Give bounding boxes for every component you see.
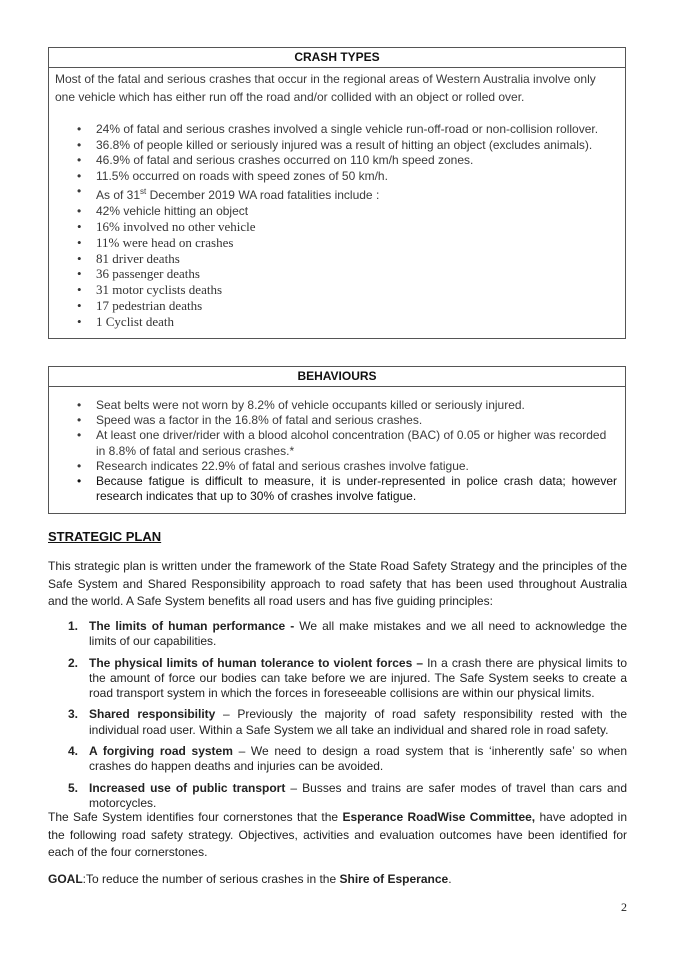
goal-text: :To reduce the number of serious crashes in the bbox=[82, 872, 340, 886]
principles-list bbox=[48, 619, 627, 817]
principle-text: We all make mistakes and we all need to acknowledge the limits of our capabilities. bbox=[89, 619, 627, 649]
committee-name: Esperance RoadWise Committee, bbox=[342, 810, 536, 824]
principle-title: A forgiving road system bbox=[89, 744, 233, 759]
principle-number: 4. bbox=[68, 744, 79, 759]
behaviours-title: BEHAVIOURS bbox=[49, 367, 625, 387]
list-item: • Research indicates 22.9% of fatal and serious crashes involve fatigue. bbox=[49, 459, 625, 474]
list-item: • 36.8% of people killed or seriously injured was a result of hitting an object (excludes animals). bbox=[49, 138, 625, 154]
list-item: • 42% vehicle hitting an object bbox=[49, 204, 625, 220]
principle-number: 3. bbox=[68, 707, 79, 722]
list-item-fatalities bbox=[49, 184, 625, 204]
list-item: • At least one driver/rider with a blood alcohol concentration (BAC) of 0.05 or higher was recorded in 8.8% of fatal and serious crashes.* bbox=[49, 428, 625, 458]
fatalities-sup: st bbox=[140, 187, 147, 196]
behaviours-box bbox=[48, 366, 626, 514]
list-item: • 11.5% occurred on roads with speed zones of 50 km/h. bbox=[49, 169, 625, 185]
strategic-plan-heading: STRATEGIC PLAN bbox=[48, 529, 162, 544]
list-item: • 24% of fatal and serious crashes involved a single vehicle run-off-road or non-collision rollover. bbox=[49, 122, 625, 138]
crash-types-list bbox=[49, 122, 625, 330]
list-item: • 17 pedestrian deaths bbox=[49, 298, 625, 314]
list-item: • 11% were head on crashes bbox=[49, 235, 625, 251]
principle-title: Shared responsibility bbox=[89, 707, 216, 722]
list-item: • 81 driver deaths bbox=[49, 251, 625, 267]
shire-name: Shire of Esperance bbox=[339, 872, 449, 886]
list-item: • 31 motor cyclists deaths bbox=[49, 282, 625, 298]
list-item: • 16% involved no other vehicle bbox=[49, 219, 625, 235]
principle-text: In a crash there are physical limits to the amount of force our bodies can take before we are injured. The Safe System seeks to create a road transport system in which the forces in foreseeable collisions are within our physical limits. bbox=[89, 655, 627, 701]
principle-title: The limits of human performance - bbox=[89, 619, 295, 633]
list-item: • Seat belts were not worn by 8.2% of vehicle occupants killed or seriously injured. bbox=[49, 398, 625, 413]
crash-types-box bbox=[48, 47, 626, 339]
principle-title: Increased use of public transport bbox=[89, 780, 286, 795]
principle-text: – Busses and trains are safer modes of travel than cars and motorcycles. bbox=[89, 780, 627, 810]
principle-item bbox=[48, 656, 627, 702]
principle-item bbox=[48, 619, 627, 650]
crash-types-title: CRASH TYPES bbox=[49, 48, 625, 68]
principle-text: – We need to design a road system that is ‘inherently safe’ so when crashes do happen deaths and injuries can be avoided. bbox=[89, 744, 627, 774]
page-number: 2 bbox=[621, 900, 627, 914]
fatalities-suffix: December 2019 WA road fatalities include : bbox=[146, 188, 380, 202]
cornerstones-text-2: have adopted in the following road safety strategy. Objectives, activities and evaluation outcomes have been identified for each of the four cornerstones. bbox=[48, 810, 627, 859]
goal-line bbox=[48, 872, 452, 886]
principle-item bbox=[48, 707, 627, 738]
principle-number: 2. bbox=[68, 655, 79, 670]
list-item: • Speed was a factor in the 16.8% of fatal and serious crashes. bbox=[49, 413, 625, 428]
list-item: • 36 passenger deaths bbox=[49, 266, 625, 282]
behaviours-list bbox=[49, 398, 625, 504]
principle-title: The physical limits of human tolerance to violent forces – bbox=[89, 655, 424, 670]
fatalities-prefix: As of 31 bbox=[96, 188, 141, 202]
principle-number: 5. bbox=[68, 780, 79, 795]
goal-end: . bbox=[448, 872, 452, 886]
strategic-plan-intro: This strategic plan is written under the framework of the State Road Safety Strategy and the principles of the Safe System and Shared Responsibility approach to road safety that has been used throughout Australia and the world. A Safe System benefits all road users and has five guiding principles: bbox=[48, 559, 627, 608]
crash-types-intro: Most of the fatal and serious crashes that occur in the regional areas of Western Australia involve only one vehicle which has either run off the road and/or collided with an object or rolled over. bbox=[55, 72, 596, 104]
list-item: • 46.9% of fatal and serious crashes occurred on 110 km/h speed zones. bbox=[49, 153, 625, 169]
principle-item bbox=[48, 781, 627, 812]
principle-number: 1. bbox=[68, 619, 79, 633]
list-item: • Because fatigue is difficult to measure, it is under-represented in police crash data; however research indicates that up to 30% of crashes involve fatigue. bbox=[49, 474, 625, 504]
cornerstones-text-1: The Safe System identifies four cornerstones that the bbox=[48, 810, 343, 824]
goal-label: GOAL bbox=[48, 872, 83, 886]
principle-item bbox=[48, 744, 627, 775]
list-item: • 1 Cyclist death bbox=[49, 314, 625, 330]
principle-text: – Previously the majority of road safety responsibility rested with the individual road user. Within a Safe System we all take an individual and shared role in road safety. bbox=[89, 707, 627, 737]
cornerstones-paragraph bbox=[48, 809, 627, 862]
